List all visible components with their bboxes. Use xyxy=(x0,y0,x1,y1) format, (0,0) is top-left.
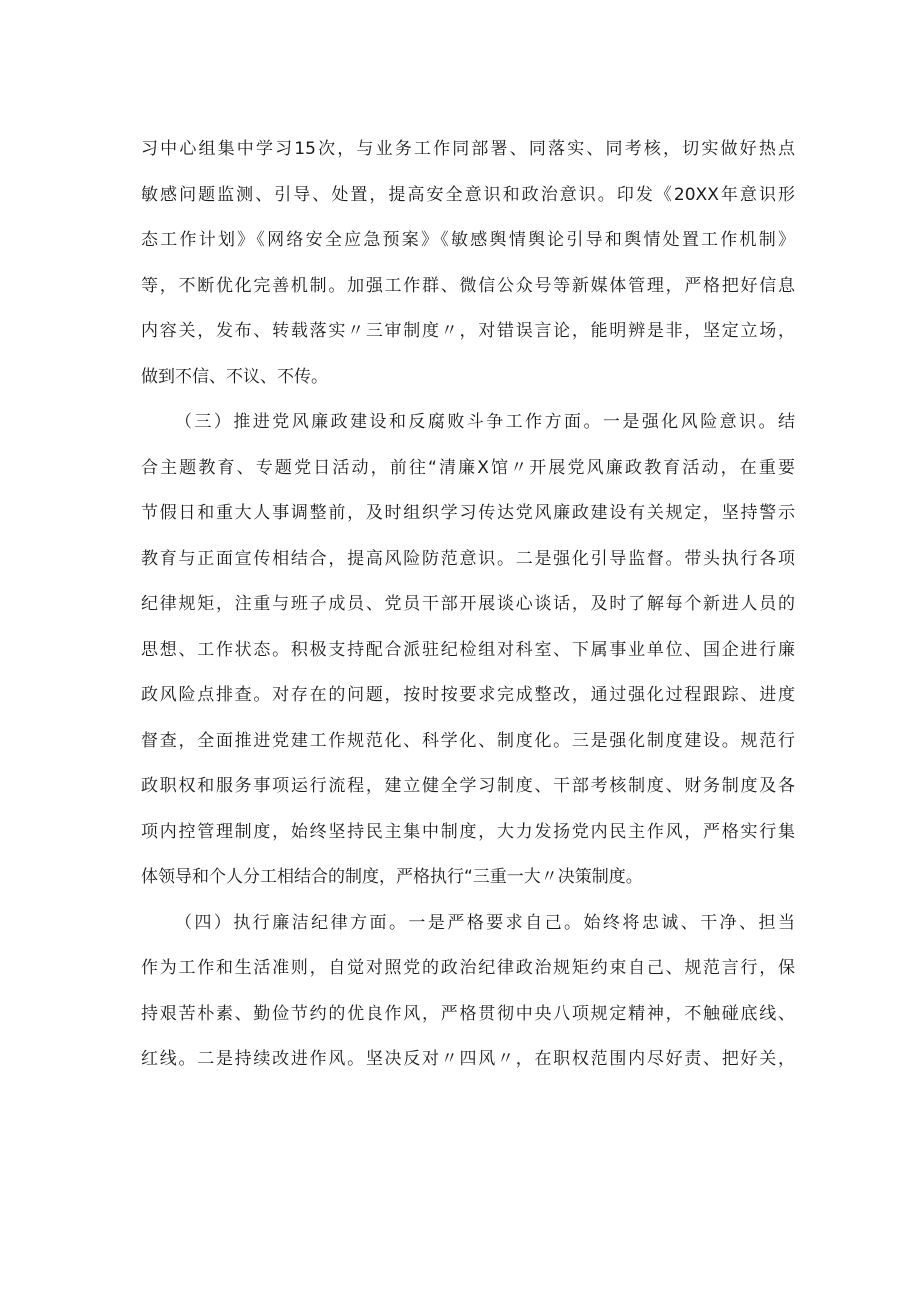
text-line: 政风险点排查。对存在的问题，按时按要求完成整改，通过强化过程跟踪、进度 xyxy=(141,685,795,705)
text-line: 敏感问题监测、引导、处置，提高安全意识和政治意识。印发《20XX年意识形 xyxy=(141,184,795,205)
text-line: 纪律规矩，注重与班子成员、党员干部开展谈心谈话，及时了解每个新进人员的 xyxy=(141,594,795,614)
text-line: 合主题教育、专题党日活动，前往“清廉X馆〃开展党风廉政教育活动，在重要 xyxy=(141,457,795,478)
text-line: 习中心组集中学习15次，与业务工作同部署、同落实、同考核，切实做好热点 xyxy=(141,139,795,159)
text-line: 做到不信、不议、不传。 xyxy=(141,366,328,387)
text-line: 内容关，发布、转载落实〃三审制度〃，对错误言论，能明辨是非，坚定立场， xyxy=(141,321,795,341)
paragraph-4 xyxy=(141,901,795,1083)
text-line: 红线。二是持续改进作风。坚决反对〃四风〃，在职权范围内尽好责、把好关， xyxy=(141,1049,795,1069)
text-line: （三）推进党风廉政建设和反腐败斗争工作方面。一是强化风险意识。结 xyxy=(175,412,795,432)
document-body xyxy=(141,127,795,1083)
text-line: 节假日和重大人事调整前，及时组织学习传达党风廉政建设有关规定，坚持警示 xyxy=(141,503,795,523)
text-line: 持艰苦朴素、勤俭节约的优良作风，严格贯彻中央八项规定精神，不触碰底线、 xyxy=(141,1003,795,1024)
text-line: 思想、工作状态。积极支持配合派驻纪检组对科室、下属事业单位、国企进行廉 xyxy=(141,639,795,660)
text-line: 项内控管理制度，始终坚持民主集中制度，大力发扬党内民主作风，严格实行集 xyxy=(141,821,795,842)
text-line: 态工作计划》《网络安全应急预案》《敏感舆情舆论引导和舆情处置工作机制》 xyxy=(141,230,795,250)
text-line: （四）执行廉洁纪律方面。一是严格要求自己。始终将忠诚、干净、担当 xyxy=(175,912,795,933)
text-line: 政职权和服务事项运行流程，建立健全学习制度、干部考核制度、财务制度及各 xyxy=(141,776,795,796)
text-line: 体领导和个人分工相结合的制度，严格执行“三重一大〃决策制度。 xyxy=(141,867,643,887)
paragraph-2-continued xyxy=(141,127,795,400)
text-line: 作为工作和生活准则，自觉对照党的政治纪律政治规矩约束自己、规范言行，保 xyxy=(141,958,795,978)
text-line: 教育与正面宣传相结合，提高风险防范意识。二是强化引导监督。带头执行各项 xyxy=(141,548,795,569)
text-line: 等，不断优化完善机制。加强工作群、微信公众号等新媒体管理，严格把好信息 xyxy=(141,275,795,296)
paragraph-3 xyxy=(141,400,795,901)
text-line: 督查，全面推进党建工作规范化、科学化、制度化。三是强化制度建设。规范行 xyxy=(141,730,795,751)
